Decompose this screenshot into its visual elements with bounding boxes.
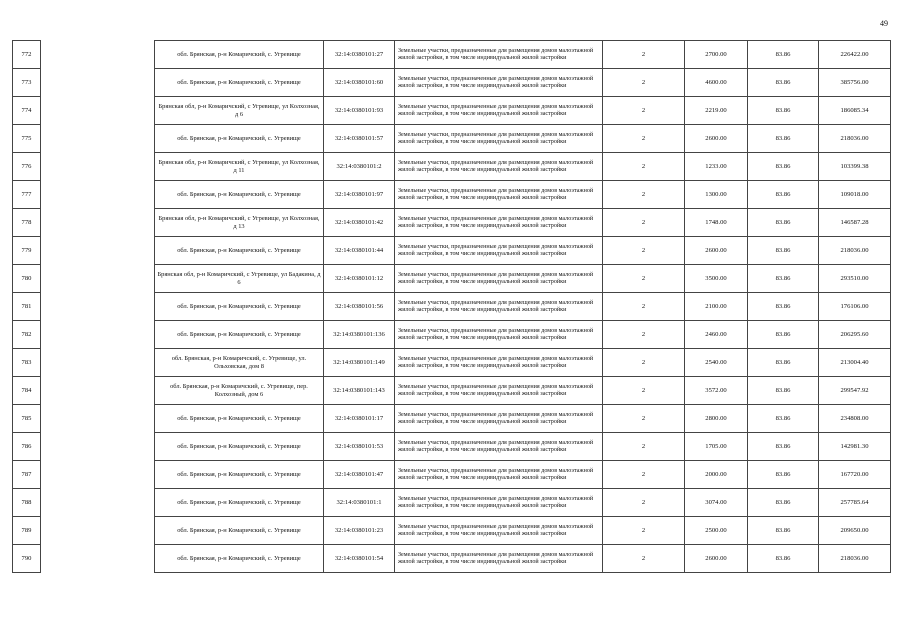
address-cell: обл. Брянская, р-н Комаричский, с. Угревище xyxy=(155,237,324,265)
group-code-cell: 2 xyxy=(603,97,685,125)
group-code-cell: 2 xyxy=(603,41,685,69)
gap-cell xyxy=(41,125,155,153)
gap-cell xyxy=(41,377,155,405)
group-code-cell: 2 xyxy=(603,377,685,405)
area-cell: 2500.00 xyxy=(685,517,748,545)
cadastral-value-cell: 146587.28 xyxy=(819,209,891,237)
group-code-cell: 2 xyxy=(603,517,685,545)
specific-value-cell: 83.86 xyxy=(748,321,819,349)
specific-value-cell: 83.86 xyxy=(748,433,819,461)
cadastral-value-cell: 213004.40 xyxy=(819,349,891,377)
cadastral-value-table xyxy=(12,40,891,573)
address-cell: обл. Брянская, р-н Комаричский, с. Угревище, ул. Ольховская, дом 8 xyxy=(155,349,324,377)
group-code-cell: 2 xyxy=(603,125,685,153)
cadastral-number-cell: 32:14:0380101:44 xyxy=(324,237,395,265)
gap-cell xyxy=(41,209,155,237)
cadastral-value-cell: 218036.00 xyxy=(819,125,891,153)
gap-cell xyxy=(41,489,155,517)
area-cell: 2600.00 xyxy=(685,237,748,265)
area-cell: 2600.00 xyxy=(685,545,748,573)
area-cell: 1748.00 xyxy=(685,209,748,237)
row-number-cell: 778 xyxy=(13,209,41,237)
cadastral-value-cell: 293510.00 xyxy=(819,265,891,293)
cadastral-value-cell: 226422.00 xyxy=(819,41,891,69)
row-number-cell: 780 xyxy=(13,265,41,293)
area-cell: 1233.00 xyxy=(685,153,748,181)
gap-cell xyxy=(41,517,155,545)
cadastral-value-cell: 218036.00 xyxy=(819,545,891,573)
address-cell: обл. Брянская, р-н Комаричский, с. Угревище xyxy=(155,545,324,573)
table-row xyxy=(13,461,891,489)
cadastral-number-cell: 32:14:0380101:23 xyxy=(324,517,395,545)
table-row xyxy=(13,41,891,69)
row-number-cell: 787 xyxy=(13,461,41,489)
specific-value-cell: 83.86 xyxy=(748,181,819,209)
table-row xyxy=(13,433,891,461)
cadastral-number-cell: 32:14:0380101:57 xyxy=(324,125,395,153)
table-row xyxy=(13,153,891,181)
area-cell: 1705.00 xyxy=(685,433,748,461)
row-number-cell: 784 xyxy=(13,377,41,405)
gap-cell xyxy=(41,153,155,181)
specific-value-cell: 83.86 xyxy=(748,377,819,405)
row-number-cell: 775 xyxy=(13,125,41,153)
address-cell: обл. Брянская, р-н Комаричский, с. Угревище xyxy=(155,433,324,461)
land-use-cell: Земельные участки, предназначенные для размещения домов малоэтажной жилой застройки, в том числе индивидуальной жилой застройки xyxy=(395,461,603,489)
cadastral-value-cell: 176106.00 xyxy=(819,293,891,321)
land-use-cell: Земельные участки, предназначенные для размещения домов малоэтажной жилой застройки, в том числе индивидуальной жилой застройки xyxy=(395,153,603,181)
row-number-cell: 781 xyxy=(13,293,41,321)
gap-cell xyxy=(41,321,155,349)
row-number-cell: 788 xyxy=(13,489,41,517)
group-code-cell: 2 xyxy=(603,153,685,181)
land-use-cell: Земельные участки, предназначенные для размещения домов малоэтажной жилой застройки, в том числе индивидуальной жилой застройки xyxy=(395,489,603,517)
cadastral-number-cell: 32:14:0380101:47 xyxy=(324,461,395,489)
gap-cell xyxy=(41,265,155,293)
land-use-cell: Земельные участки, предназначенные для размещения домов малоэтажной жилой застройки, в том числе индивидуальной жилой застройки xyxy=(395,265,603,293)
cadastral-number-cell: 32:14:0380101:149 xyxy=(324,349,395,377)
address-cell: обл. Брянская, р-н Комаричский, с. Угревище xyxy=(155,489,324,517)
cadastral-number-cell: 32:14:0380101:42 xyxy=(324,209,395,237)
area-cell: 2000.00 xyxy=(685,461,748,489)
gap-cell xyxy=(41,69,155,97)
cadastral-value-cell: 103399.38 xyxy=(819,153,891,181)
specific-value-cell: 83.86 xyxy=(748,489,819,517)
cadastral-value-cell: 209650.00 xyxy=(819,517,891,545)
row-number-cell: 785 xyxy=(13,405,41,433)
area-cell: 2800.00 xyxy=(685,405,748,433)
cadastral-value-cell: 206295.60 xyxy=(819,321,891,349)
cadastral-number-cell: 32:14:0380101:143 xyxy=(324,377,395,405)
table-row xyxy=(13,517,891,545)
area-cell: 2460.00 xyxy=(685,321,748,349)
address-cell: обл. Брянская, р-н Комаричский, с. Угревище xyxy=(155,125,324,153)
area-cell: 2219.00 xyxy=(685,97,748,125)
row-number-cell: 782 xyxy=(13,321,41,349)
gap-cell xyxy=(41,293,155,321)
gap-cell xyxy=(41,545,155,573)
cadastral-value-cell: 218036.00 xyxy=(819,237,891,265)
land-use-cell: Земельные участки, предназначенные для размещения домов малоэтажной жилой застройки, в том числе индивидуальной жилой застройки xyxy=(395,405,603,433)
address-cell: обл. Брянская, р-н Комаричский, с. Угревище xyxy=(155,69,324,97)
area-cell: 4600.00 xyxy=(685,69,748,97)
gap-cell xyxy=(41,237,155,265)
specific-value-cell: 83.86 xyxy=(748,461,819,489)
area-cell: 3572.00 xyxy=(685,377,748,405)
specific-value-cell: 83.86 xyxy=(748,265,819,293)
specific-value-cell: 83.86 xyxy=(748,517,819,545)
group-code-cell: 2 xyxy=(603,209,685,237)
cadastral-value-cell: 257785.64 xyxy=(819,489,891,517)
specific-value-cell: 83.86 xyxy=(748,125,819,153)
cadastral-number-cell: 32:14:0380101:53 xyxy=(324,433,395,461)
land-use-cell: Земельные участки, предназначенные для размещения домов малоэтажной жилой застройки, в том числе индивидуальной жилой застройки xyxy=(395,293,603,321)
row-number-cell: 776 xyxy=(13,153,41,181)
group-code-cell: 2 xyxy=(603,237,685,265)
table-row xyxy=(13,209,891,237)
table-row xyxy=(13,97,891,125)
address-cell: Брянская обл, р-н Комаричский, с Угревище, ул Колхозная, д 13 xyxy=(155,209,324,237)
land-use-cell: Земельные участки, предназначенные для размещения домов малоэтажной жилой застройки, в том числе индивидуальной жилой застройки xyxy=(395,125,603,153)
land-use-cell: Земельные участки, предназначенные для размещения домов малоэтажной жилой застройки, в том числе индивидуальной жилой застройки xyxy=(395,69,603,97)
cadastral-value-cell: 299547.92 xyxy=(819,377,891,405)
specific-value-cell: 83.86 xyxy=(748,69,819,97)
gap-cell xyxy=(41,349,155,377)
land-use-cell: Земельные участки, предназначенные для размещения домов малоэтажной жилой застройки, в том числе индивидуальной жилой застройки xyxy=(395,349,603,377)
group-code-cell: 2 xyxy=(603,461,685,489)
area-cell: 2700.00 xyxy=(685,41,748,69)
cadastral-number-cell: 32:14:0380101:17 xyxy=(324,405,395,433)
table-row xyxy=(13,237,891,265)
address-cell: обл. Брянская, р-н Комаричский, с. Угревище xyxy=(155,181,324,209)
address-cell: Брянская обл, р-н Комаричский, с Угревище, ул Колхозная, д 6 xyxy=(155,97,324,125)
cadastral-number-cell: 32:14:0380101:93 xyxy=(324,97,395,125)
specific-value-cell: 83.86 xyxy=(748,237,819,265)
row-number-cell: 786 xyxy=(13,433,41,461)
cadastral-number-cell: 32:14:0380101:12 xyxy=(324,265,395,293)
land-use-cell: Земельные участки, предназначенные для размещения домов малоэтажной жилой застройки, в том числе индивидуальной жилой застройки xyxy=(395,321,603,349)
cadastral-number-cell: 32:14:0380101:1 xyxy=(324,489,395,517)
cadastral-number-cell: 32:14:0380101:136 xyxy=(324,321,395,349)
row-number-cell: 790 xyxy=(13,545,41,573)
cadastral-value-cell: 385756.00 xyxy=(819,69,891,97)
cadastral-number-cell: 32:14:0380101:60 xyxy=(324,69,395,97)
area-cell: 2600.00 xyxy=(685,125,748,153)
group-code-cell: 2 xyxy=(603,545,685,573)
group-code-cell: 2 xyxy=(603,433,685,461)
cadastral-value-cell: 109018.00 xyxy=(819,181,891,209)
land-use-cell: Земельные участки, предназначенные для размещения домов малоэтажной жилой застройки, в том числе индивидуальной жилой застройки xyxy=(395,517,603,545)
page-number: 49 xyxy=(880,19,888,28)
cadastral-value-cell: 142981.30 xyxy=(819,433,891,461)
specific-value-cell: 83.86 xyxy=(748,97,819,125)
group-code-cell: 2 xyxy=(603,69,685,97)
specific-value-cell: 83.86 xyxy=(748,405,819,433)
row-number-cell: 774 xyxy=(13,97,41,125)
cadastral-number-cell: 32:14:0380101:56 xyxy=(324,293,395,321)
gap-cell xyxy=(41,181,155,209)
land-use-cell: Земельные участки, предназначенные для размещения домов малоэтажной жилой застройки, в том числе индивидуальной жилой застройки xyxy=(395,209,603,237)
land-use-cell: Земельные участки, предназначенные для размещения домов малоэтажной жилой застройки, в том числе индивидуальной жилой застройки xyxy=(395,377,603,405)
gap-cell xyxy=(41,461,155,489)
specific-value-cell: 83.86 xyxy=(748,153,819,181)
land-use-cell: Земельные участки, предназначенные для размещения домов малоэтажной жилой застройки, в том числе индивидуальной жилой застройки xyxy=(395,41,603,69)
address-cell: Брянская обл, р-н Комаричский, с Угревище, ул Колхозная, д 11 xyxy=(155,153,324,181)
table-row xyxy=(13,377,891,405)
table-row xyxy=(13,405,891,433)
row-number-cell: 773 xyxy=(13,69,41,97)
address-cell: обл. Брянская, р-н Комаричский, с. Угревище xyxy=(155,41,324,69)
specific-value-cell: 83.86 xyxy=(748,545,819,573)
row-number-cell: 772 xyxy=(13,41,41,69)
table-row xyxy=(13,69,891,97)
table-body xyxy=(13,41,891,573)
area-cell: 3500.00 xyxy=(685,265,748,293)
gap-cell xyxy=(41,41,155,69)
land-use-cell: Земельные участки, предназначенные для размещения домов малоэтажной жилой застройки, в том числе индивидуальной жилой застройки xyxy=(395,181,603,209)
address-cell: обл. Брянская, р-н Комаричский, с. Угревище xyxy=(155,321,324,349)
address-cell: обл. Брянская, р-н Комаричский, с. Угревище xyxy=(155,405,324,433)
address-cell: обл. Брянская, р-н Комаричский, с. Угревище, пер. Колхозный, дом 6 xyxy=(155,377,324,405)
cadastral-number-cell: 32:14:0380101:97 xyxy=(324,181,395,209)
cadastral-number-cell: 32:14:0380101:54 xyxy=(324,545,395,573)
specific-value-cell: 83.86 xyxy=(748,41,819,69)
table-row xyxy=(13,293,891,321)
land-use-cell: Земельные участки, предназначенные для размещения домов малоэтажной жилой застройки, в том числе индивидуальной жилой застройки xyxy=(395,97,603,125)
table-row xyxy=(13,125,891,153)
group-code-cell: 2 xyxy=(603,321,685,349)
group-code-cell: 2 xyxy=(603,293,685,321)
cadastral-value-cell: 186085.34 xyxy=(819,97,891,125)
land-use-cell: Земельные участки, предназначенные для размещения домов малоэтажной жилой застройки, в том числе индивидуальной жилой застройки xyxy=(395,237,603,265)
area-cell: 1300.00 xyxy=(685,181,748,209)
address-cell: обл. Брянская, р-н Комаричский, с. Угревище xyxy=(155,293,324,321)
group-code-cell: 2 xyxy=(603,405,685,433)
address-cell: обл. Брянская, р-н Комаричский, с. Угревище xyxy=(155,461,324,489)
address-cell: Брянская обл, р-н Комаричский, с Угревище, ул Бадакина, д 6 xyxy=(155,265,324,293)
area-cell: 2540.00 xyxy=(685,349,748,377)
group-code-cell: 2 xyxy=(603,265,685,293)
table-row xyxy=(13,265,891,293)
row-number-cell: 783 xyxy=(13,349,41,377)
row-number-cell: 777 xyxy=(13,181,41,209)
cadastral-value-cell: 167720.00 xyxy=(819,461,891,489)
specific-value-cell: 83.86 xyxy=(748,293,819,321)
area-cell: 3074.00 xyxy=(685,489,748,517)
gap-cell xyxy=(41,97,155,125)
gap-cell xyxy=(41,433,155,461)
row-number-cell: 779 xyxy=(13,237,41,265)
area-cell: 2100.00 xyxy=(685,293,748,321)
table-row xyxy=(13,181,891,209)
land-use-cell: Земельные участки, предназначенные для размещения домов малоэтажной жилой застройки, в том числе индивидуальной жилой застройки xyxy=(395,545,603,573)
table-row xyxy=(13,545,891,573)
table-row xyxy=(13,489,891,517)
land-use-cell: Земельные участки, предназначенные для размещения домов малоэтажной жилой застройки, в том числе индивидуальной жилой застройки xyxy=(395,433,603,461)
specific-value-cell: 83.86 xyxy=(748,349,819,377)
specific-value-cell: 83.86 xyxy=(748,209,819,237)
group-code-cell: 2 xyxy=(603,181,685,209)
address-cell: обл. Брянская, р-н Комаричский, с. Угревище xyxy=(155,517,324,545)
cadastral-number-cell: 32:14:0380101:27 xyxy=(324,41,395,69)
table-row xyxy=(13,349,891,377)
cadastral-number-cell: 32:14:0380101:2 xyxy=(324,153,395,181)
table-row xyxy=(13,321,891,349)
gap-cell xyxy=(41,405,155,433)
group-code-cell: 2 xyxy=(603,489,685,517)
cadastral-value-cell: 234808.00 xyxy=(819,405,891,433)
row-number-cell: 789 xyxy=(13,517,41,545)
group-code-cell: 2 xyxy=(603,349,685,377)
